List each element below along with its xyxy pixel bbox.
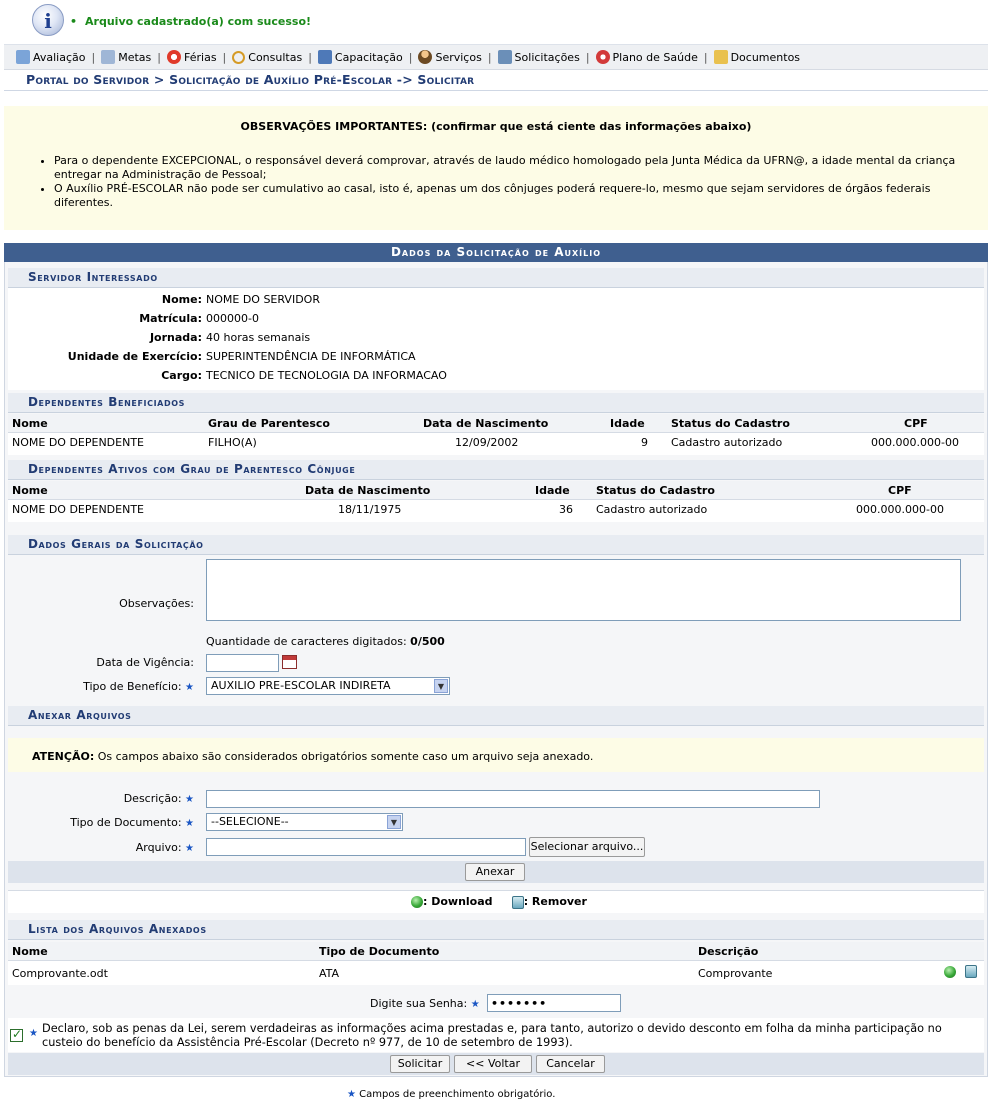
label-nome: Nome: [161, 293, 202, 306]
section-dados-gerais: Dados Gerais da Solicitação [8, 535, 984, 555]
observation-item: • O Auxílio PRÉ-ESCOLAR não pode ser cumulativo ao casal, isto é, apenas um dos cônjuges poderá requere-lo, mesmo que sejam servidores de órgãos federais diferentes. [54, 182, 974, 210]
tipo-beneficio-select[interactable]: AUXILIO PRE-ESCOLAR INDIRETA ▼ [206, 677, 450, 695]
senha-input[interactable] [487, 994, 621, 1012]
solicitar-button[interactable]: Solicitar [390, 1055, 450, 1073]
menu-servicos[interactable]: Serviços [418, 50, 481, 64]
section-anexar: Anexar Arquivos [8, 706, 984, 726]
tipo-documento-select[interactable]: --SELECIONE-- ▼ [206, 813, 403, 831]
label-cargo: Cargo: [161, 369, 202, 382]
descricao-input[interactable] [206, 790, 820, 808]
observations-title: OBSERVAÇÕES IMPORTANTES: (confirmar que está ciente das informações abaixo) [240, 120, 752, 133]
required-star-icon: ★ [185, 843, 194, 854]
required-star-icon: ★ [29, 1028, 38, 1039]
table-row [8, 961, 984, 985]
folder-icon [714, 50, 728, 64]
vigencia-input[interactable] [206, 654, 279, 672]
main-menu: Avaliação | Metas | Férias | Consultas | Capacitação | Serviços | Solicitações | Plano de Saúde | Documentos [4, 44, 988, 70]
cancelar-button[interactable]: Cancelar [536, 1055, 605, 1073]
required-star-icon: ★ [347, 1089, 356, 1100]
menu-capacitacao[interactable]: Capacitação [318, 50, 403, 64]
arquivo-input[interactable] [206, 838, 526, 856]
char-counter: Quantidade de caracteres digitados: 0/500 [206, 635, 445, 648]
edit-icon [16, 50, 30, 64]
success-text: • Arquivo cadastrado(a) com sucesso! [70, 15, 311, 28]
menu-solicitacoes[interactable]: Solicitações [498, 50, 580, 64]
label-tipo-documento: Tipo de Documento: ★ [70, 816, 194, 829]
trash-icon[interactable] [965, 965, 977, 978]
value-nome: NOME DO SERVIDOR [206, 293, 320, 306]
health-icon [596, 50, 610, 64]
section-dependentes: Dependentes Beneficiados [8, 393, 984, 413]
section-conjuge: Dependentes Ativos com Grau de Parentesco Cônjuge [8, 460, 984, 480]
declaration-checkbox[interactable] [10, 1029, 23, 1042]
anexar-button[interactable]: Anexar [465, 863, 525, 881]
select-file-button[interactable]: Selecionar arquivo... [529, 837, 645, 857]
book-icon [318, 50, 332, 64]
value-cargo: TECNICO DE TECNOLOGIA DA INFORMACAO [206, 369, 447, 382]
required-star-icon: ★ [185, 818, 194, 829]
menu-documentos[interactable]: Documentos [714, 50, 800, 64]
label-matricula: Matrícula: [139, 312, 202, 325]
info-icon: i [32, 4, 64, 36]
observation-item: • Para o dependente EXCEPCIONAL, o responsável deverá comprovar, através de laudo médico homologado pela Junta Médica da UFRN@, a idade mental da criança entregar na Administração de Pessoal; [54, 154, 974, 182]
chevron-down-icon: ▼ [434, 679, 448, 693]
label-arquivo: Arquivo: ★ [135, 841, 194, 854]
success-message [0, 0, 992, 44]
search-icon [232, 51, 245, 64]
user-icon [418, 50, 432, 64]
label-descricao: Descrição: ★ [123, 792, 194, 805]
section-servidor: Servidor Interessado [8, 268, 984, 288]
menu-metas[interactable]: Metas [101, 50, 151, 64]
required-legend: ★ Campos de preenchimento obrigatório. [347, 1089, 556, 1100]
value-unidade: SUPERINTENDÊNCIA DE INFORMÁTICA [206, 350, 416, 363]
label-vigencia: Data de Vigência: [96, 656, 194, 669]
form-caption: Dados da Solicitação de Auxílio [4, 243, 988, 262]
label-tipo-beneficio: Tipo de Benefício: ★ [83, 680, 194, 693]
label-jornada: Jornada: [149, 331, 202, 344]
required-star-icon: ★ [185, 682, 194, 693]
menu-consultas[interactable]: Consultas [232, 51, 302, 64]
conjuge-header [8, 481, 984, 500]
trash-icon [512, 896, 524, 909]
voltar-button[interactable]: << Voltar [454, 1055, 532, 1073]
observations-panel [4, 106, 988, 230]
form-icon [498, 50, 512, 64]
menu-avaliacao[interactable]: Avaliação [16, 50, 86, 64]
table-row [8, 500, 984, 522]
notepad-icon [101, 50, 115, 64]
chevron-down-icon: ▼ [387, 815, 401, 829]
label-senha: Digite sua Senha: ★ [370, 997, 480, 1010]
required-star-icon: ★ [185, 794, 194, 805]
section-lista-arquivos: Lista dos Arquivos Anexados [8, 920, 984, 940]
attention-notice: ATENÇÃO: Os campos abaixo são considerados obrigatórios somente caso um arquivo seja anexado. [8, 738, 984, 772]
menu-plano-saude[interactable]: Plano de Saúde [596, 50, 698, 64]
declaration-text: Declaro, sob as penas da Lei, serem verdadeiras as informações acima prestadas e, para tanto, autorizo o devido desconto em folha da minha participação no custeio do benefício da Assistência Pré-Escolar (Decreto nº 977, de 10 de setembro de 1993). [42, 1022, 942, 1049]
breadcrumb: Portal do Servidor > Solicitação de Auxílio Pré-Escolar -> Solicitar [4, 68, 988, 91]
download-icon[interactable] [944, 966, 956, 978]
lifebuoy-icon [167, 50, 181, 64]
label-observacoes: Observações: [119, 597, 194, 610]
arquivos-header [8, 942, 984, 961]
observacoes-textarea[interactable] [206, 559, 961, 621]
calendar-icon[interactable] [282, 655, 297, 669]
value-jornada: 40 horas semanais [206, 331, 311, 344]
menu-ferias[interactable]: Férias [167, 50, 217, 64]
icon-legend: : Download : Remover [8, 890, 984, 913]
required-star-icon: ★ [470, 999, 480, 1010]
value-matricula: 000000-0 [206, 312, 259, 325]
download-icon [411, 896, 423, 908]
label-unidade: Unidade de Exercício: [67, 350, 202, 363]
